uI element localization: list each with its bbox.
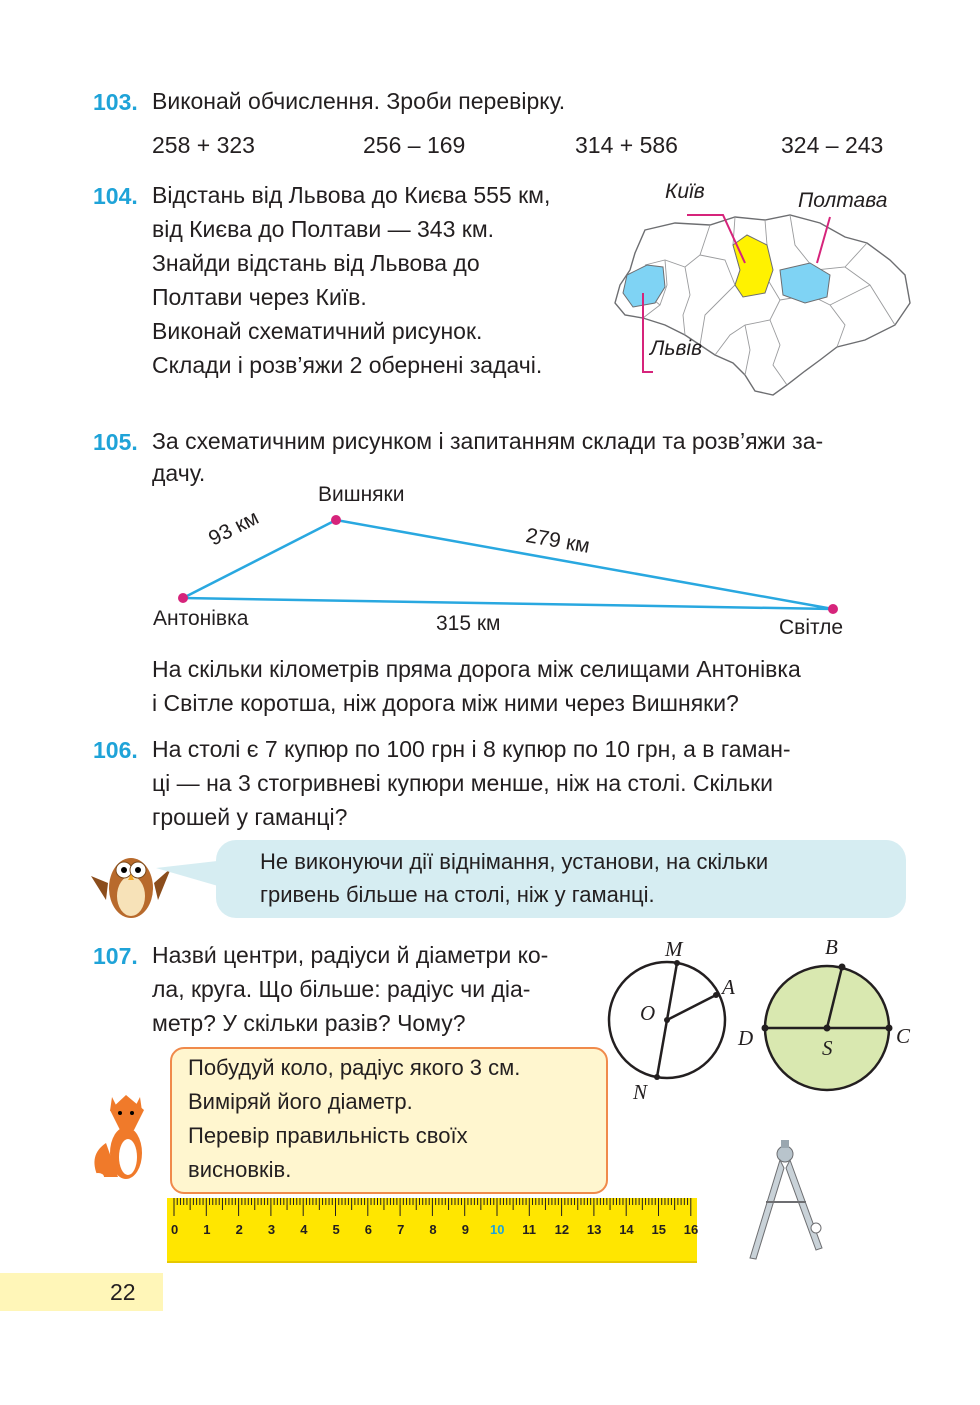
expression-1: 258 + 323 (152, 132, 255, 158)
exercise-106-line-1: На столі є 7 купюр по 100 грн і 8 купюр по 10 грн, а в гаман- (152, 736, 791, 762)
page-number: 22 (110, 1279, 136, 1305)
exercise-105-number: 105. (93, 429, 138, 455)
ruler-label: 15 (651, 1222, 666, 1237)
exercise-107-line-2: ла, круга. Що більше: радіус чи діа- (152, 976, 531, 1002)
exercise-104-line-1: Відстань від Львова до Києва 555 км, (152, 182, 551, 208)
circle-s-diagram (760, 962, 895, 1097)
ruler-label: 6 (364, 1222, 373, 1237)
hint-line-2: гривень більше на столі, ніж у гаманці. (260, 882, 655, 907)
exercise-107-line-1: Назви́ центри, радіуси й діаметри ко- (152, 942, 549, 968)
exercise-107-line-3: метр? У скільки разів? Чому? (152, 1010, 466, 1036)
ruler-label: 12 (554, 1222, 570, 1237)
point-o-label: O (640, 1001, 656, 1025)
ruler-label: 14 (619, 1222, 634, 1237)
point-b-label: B (825, 935, 838, 959)
point-d-label: D (738, 1026, 754, 1050)
ruler-label: 10 (490, 1222, 505, 1237)
exercise-104-line-5: Виконай схематичний рисунок. (152, 318, 483, 344)
ruler-label: 1 (203, 1222, 211, 1237)
exercise-107-number: 107. (93, 943, 138, 969)
exercise-105-text-line-2: дачу. (152, 460, 206, 486)
note-line-4: висновків. (188, 1157, 292, 1182)
ruler-label: 11 (522, 1222, 537, 1237)
route-left-right (183, 598, 833, 609)
point-a-label: A (722, 975, 735, 999)
point-n-label: N (633, 1080, 648, 1104)
ruler-label: 16 (683, 1222, 699, 1237)
distance-top-right: 279 км (524, 524, 592, 558)
exercise-105-text-line-1: За схематичним рисунком і запитанням склади та розв’яжи за- (152, 428, 824, 454)
exercise-105-question-line-2: і Світле коротша, ніж дорога між ними через Вишняки? (152, 690, 739, 716)
ruler (167, 1198, 697, 1263)
distance-left-top: 93 км (205, 506, 263, 551)
circle-o-diagram (605, 955, 735, 1090)
note-line-1: Побудуй коло, радіус якого 3 см. (188, 1055, 521, 1080)
ruler-label: 3 (267, 1222, 276, 1237)
point-label-svitle: Світле (779, 616, 844, 639)
ruler-label: 0 (171, 1222, 179, 1237)
point-svitle (828, 604, 838, 614)
map-outline (615, 215, 910, 395)
owl-illustration (86, 838, 236, 923)
expression-2: 256 – 169 (363, 132, 466, 158)
compass-illustration (740, 1140, 830, 1265)
point-m-label: M (665, 937, 683, 961)
ruler-scale (167, 1198, 697, 1218)
hint-line-1: Не виконуючи дії віднімання, установи, на скільки (260, 849, 769, 874)
distance-left-right: 315 км (436, 612, 501, 635)
point-antonivka (178, 593, 188, 603)
map-label-kyiv: Київ (665, 180, 705, 203)
note-line-2: Виміряй його діаметр. (188, 1089, 413, 1114)
expression-4: 324 – 243 (781, 132, 884, 158)
exercise-104-line-6: Склади і розв’яжи 2 обернені задачі. (152, 352, 543, 378)
ruler-label: 2 (235, 1222, 243, 1237)
exercise-106-line-2: ці — на 3 стогривневі купюри менше, ніж на столі. Скільки (152, 770, 773, 796)
ruler-label: 4 (300, 1222, 308, 1237)
expression-3: 314 + 586 (575, 132, 678, 158)
map-label-poltava: Полтава (798, 189, 888, 212)
point-s-label: S (822, 1036, 833, 1060)
exercise-104-number: 104. (93, 183, 138, 209)
route-triangle (160, 505, 860, 625)
ruler-label: 5 (332, 1222, 340, 1237)
exercise-103-text: Виконай обчислення. Зроби перевірку. (152, 88, 566, 114)
point-label-antonivka: Антонівка (153, 607, 249, 630)
exercise-106-line-3: грошей у гаманці? (152, 804, 348, 830)
point-c-label: C (896, 1024, 911, 1048)
exercise-104-line-2: від Києва до Полтави — 343 км. (152, 216, 495, 242)
exercise-104-line-4: Полтави через Київ. (152, 284, 367, 310)
exercise-106-number: 106. (93, 737, 138, 763)
note-line-3: Перевір правильність своїх (188, 1123, 468, 1148)
fox-illustration (88, 1085, 163, 1185)
point-label-vyshniaky: Вишняки (318, 483, 405, 506)
map-label-lviv: Львів (650, 337, 703, 360)
page-number-bar (0, 1273, 163, 1311)
ruler-label: 7 (397, 1222, 405, 1237)
ruler-label: 8 (429, 1222, 437, 1237)
ruler-label: 9 (461, 1222, 469, 1237)
ruler-label: 13 (586, 1222, 602, 1237)
point-vyshniaky (331, 515, 341, 525)
exercise-103-number: 103. (93, 89, 138, 115)
exercise-105-question-line-1: На скільки кілометрів пряма дорога між селищами Антонівка (152, 656, 801, 682)
exercise-104-line-3: Знайди відстань від Львова до (152, 250, 480, 276)
